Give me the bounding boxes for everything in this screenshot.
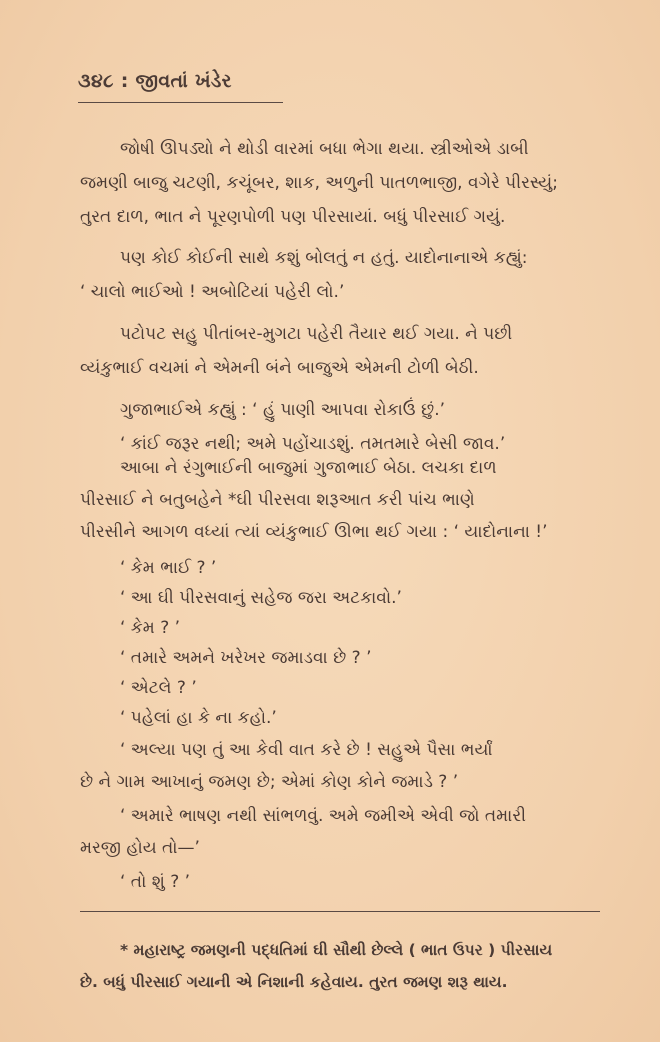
text-line: પીરસાઈ ને બતુબહેને *ઘી પીરસવા શરૂઆત કરી પાંચ ભાણે <box>80 490 475 510</box>
text-line: ‘ તો શું ? ’ <box>120 872 191 892</box>
text-line: જમણી બાજુ ચટણી, કચૂંબર, શાક, અળુની પાતળભાજી, વગેરે પીરસ્યું; <box>80 173 558 193</box>
text-line: છે ને ગામ આખાનું જમણ છે; એમાં કોણ કોને જમાડે ? ’ <box>80 772 459 792</box>
text-line: ‘ કાંઈ જરૂર નથી; અમે પહોંચાડશું. તમતમારે બેસી જાવ.’ <box>120 434 506 454</box>
text-line: વ્યંકુભાઈ વચમાં ને એમની બંને બાજુએ એમની ટોળી બેઠી. <box>80 358 479 378</box>
text-line: તુરત દાળ, ભાત ને પૂરણપોળી પણ પીરસાયાં. બધું પીરસાઈ ગયું. <box>80 207 506 227</box>
text-line: ‘ એટલે ? ’ <box>120 678 197 698</box>
footnote-line: છે. બધું પીરસાઈ ગયાની એ નિશાની કહેવાય. તુરત જમણ શરૂ થાય. <box>80 973 508 991</box>
text-line: ‘ અલ્યા પણ તું આ કેવી વાત કરે છે ! સહુએ પૈસા ભર્યાં <box>120 740 493 760</box>
text-line: પીરસીને આગળ વધ્યાં ત્યાં વ્યંકુભાઈ ઊભા થઈ ગયા : ‘ યાદોનાના !’ <box>80 522 548 542</box>
text-line: પણ કોઈ કોઈની સાથે કશું બોલતું ન હતું. યાદોનાનાએ કહ્યું: <box>120 248 528 268</box>
page-header: ૩૪૮ : જીવતાં ખંડેર <box>78 70 232 92</box>
text-line: પટોપટ સહુ પીતાંબર-મુગટા પહેરી તૈયાર થઈ ગયા. ને પછી <box>120 324 513 344</box>
text-line: ‘ અમારે ભાષણ નથી સાંભળવું. અમે જમીએ એવી જો તમારી <box>120 806 527 826</box>
text-line: ‘ કેમ ભાઈ ? ’ <box>120 558 217 578</box>
footnote-line: * મહારાષ્ટ્ર જમણની પદ્ધતિમાં ઘી સૌથી છેલ્લે ( ભાત ઉપર ) પીરસાય <box>120 941 553 959</box>
text-line: ‘ તમારે અમને ખરેખર જમાડવા છે ? ’ <box>120 648 372 668</box>
text-line: આબા ને રંગુભાઈની બાજુમાં ગુજાભાઈ બેઠા. લચકા દાળ <box>120 458 497 478</box>
footnote-rule <box>80 911 600 912</box>
text-line: જોષી ઊપડ્યો ને થોડી વારમાં બધા ભેગા થયા. સ્ત્રીઓએ ડાબી <box>120 139 529 159</box>
text-line: ગુજાભાઈએ કહ્યું : ‘ હું પાણી આપવા રોકાઉં છું.’ <box>120 400 445 420</box>
text-line: ‘ પહેલાં હા કે ના કહો.’ <box>120 708 277 728</box>
text-line: ‘ કેમ ? ’ <box>120 618 181 638</box>
text-line: મરજી હોય તો—’ <box>80 838 200 858</box>
text-line: ‘ આ ઘી પીરસવાનું સહેજ જરા અટકાવો.’ <box>120 588 402 608</box>
header-underline <box>78 102 283 103</box>
text-line: ‘ ચાલો ભાઈઓ ! અબોટિયાં પહેરી લો.’ <box>80 282 345 302</box>
